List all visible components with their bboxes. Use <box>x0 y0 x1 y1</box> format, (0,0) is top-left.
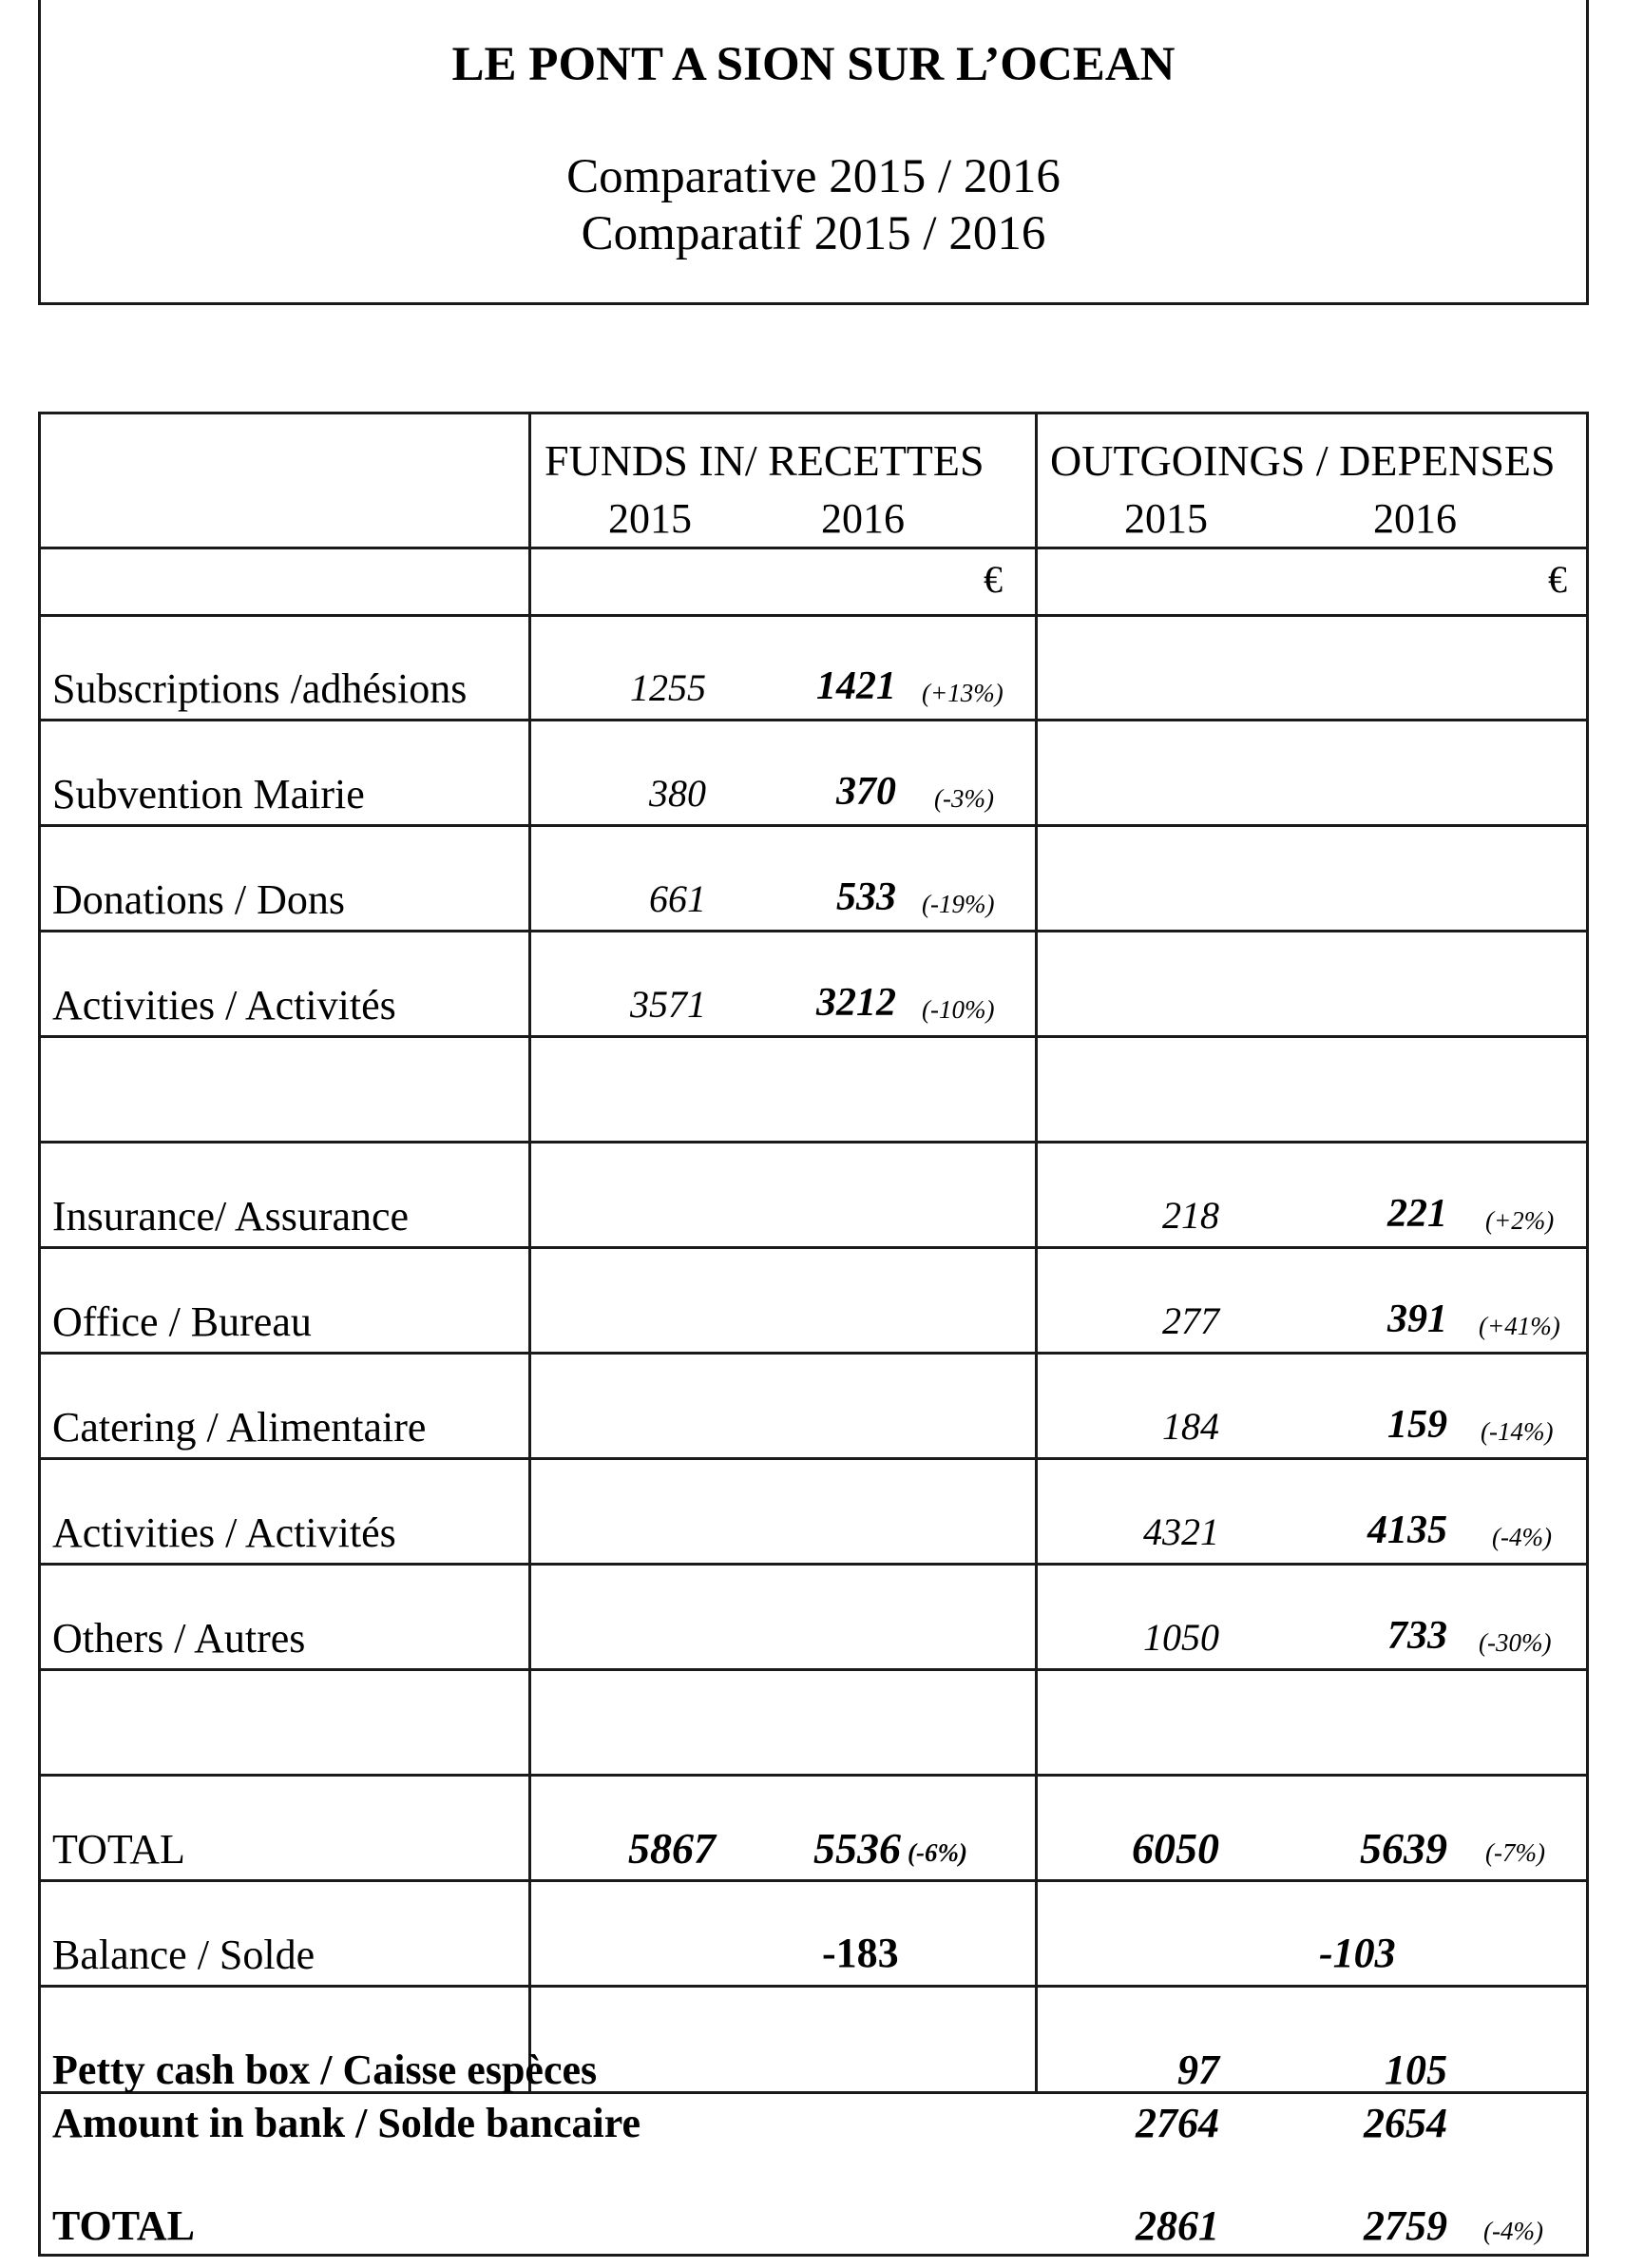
expense-change: (-30%) <box>1479 1628 1552 1657</box>
header-box <box>38 0 1589 305</box>
balance-outgoings: -103 <box>1319 1930 1396 1976</box>
row-label: Activities / Activités <box>52 1509 396 1556</box>
row-label: Insurance/ Assurance <box>52 1193 410 1240</box>
total-in-change: (-6%) <box>908 1838 967 1867</box>
expense-change: (+41%) <box>1479 1312 1560 1340</box>
balance-funds-in: -183 <box>822 1930 899 1976</box>
income-change: (-10%) <box>922 995 995 1024</box>
income-2015-value: 661 <box>649 877 706 920</box>
year-2016-header: 2016 <box>1373 495 1457 542</box>
expense-2015-value: 1050 <box>1143 1616 1219 1659</box>
income-2015-value: 380 <box>649 772 706 815</box>
income-2016-value: 370 <box>836 770 896 814</box>
expense-change: (-14%) <box>1481 1417 1554 1446</box>
expense-2015-value: 218 <box>1162 1194 1219 1237</box>
bank-2016: 2654 <box>1364 2100 1447 2146</box>
row-label: Others / Autres <box>52 1615 306 1662</box>
total-label: TOTAL <box>52 1826 185 1873</box>
currency-label: € <box>984 558 1003 601</box>
cash-total-label: TOTAL <box>52 2202 195 2249</box>
rule <box>41 614 1586 617</box>
income-change: (+13%) <box>922 679 1004 707</box>
funds-in-header: FUNDS IN/ RECETTES <box>545 436 985 485</box>
income-change: (-3%) <box>934 784 994 813</box>
year-2015-header: 2015 <box>608 495 692 542</box>
subtitle-en: Comparative 2015 / 2016 <box>566 150 1061 203</box>
total-in-2016: 5536 <box>813 1824 901 1873</box>
row-label: Subscriptions /adhésions <box>52 665 468 712</box>
row-label: Donations / Dons <box>52 876 345 923</box>
rule <box>41 1985 1586 1988</box>
expense-2016-value: 391 <box>1387 1297 1447 1341</box>
income-2016-value: 3212 <box>816 981 896 1025</box>
expense-2015-value: 4321 <box>1143 1510 1219 1553</box>
currency-label: € <box>1548 558 1567 601</box>
expense-2016-value: 221 <box>1387 1192 1447 1236</box>
bank-label: Amount in bank / Solde bancaire <box>52 2100 641 2146</box>
income-2015-value: 1255 <box>630 666 706 709</box>
rule <box>41 1879 1586 1882</box>
petty-cash-2016: 105 <box>1385 2047 1447 2093</box>
total-out-2015: 6050 <box>1132 1824 1219 1873</box>
subtitle-fr: Comparatif 2015 / 2016 <box>581 207 1046 260</box>
expense-2016-value: 733 <box>1387 1614 1447 1658</box>
cash-total-2015: 2861 <box>1136 2202 1219 2249</box>
income-2016-value: 533 <box>836 875 896 919</box>
expense-change: (+2%) <box>1485 1206 1555 1235</box>
rule <box>41 1668 1586 1671</box>
column-divider <box>1035 414 1038 2091</box>
row-label: Subvention Mairie <box>52 771 365 817</box>
expense-2016-value: 4135 <box>1367 1509 1447 1552</box>
year-2015-header: 2015 <box>1124 495 1208 542</box>
rule <box>41 1774 1586 1777</box>
income-2016-value: 1421 <box>816 664 896 708</box>
page-title: LE PONT A SION SUR L’OCEAN <box>451 38 1176 91</box>
cash-total-2016: 2759 <box>1364 2202 1447 2249</box>
rule <box>41 547 1586 549</box>
expense-2015-value: 277 <box>1162 1299 1219 1342</box>
row-label: Office / Bureau <box>52 1298 312 1345</box>
income-2015-value: 3571 <box>630 983 706 1026</box>
total-out-2016: 5639 <box>1360 1824 1447 1873</box>
rule <box>41 1563 1586 1566</box>
petty-cash-2015: 97 <box>1177 2047 1219 2093</box>
income-change: (-19%) <box>922 890 995 918</box>
rule <box>41 1352 1586 1355</box>
row-label: Activities / Activités <box>52 982 396 1028</box>
outgoings-header: OUTGOINGS / DEPENSES <box>1050 436 1556 485</box>
petty-cash-label: Petty cash box / Caisse espèces <box>52 2047 598 2093</box>
balance-label: Balance / Solde <box>52 1932 315 1978</box>
rule <box>41 1035 1586 1038</box>
column-divider <box>528 414 531 2091</box>
row-label: Catering / Alimentaire <box>52 1404 427 1451</box>
expense-2016-value: 159 <box>1387 1403 1447 1447</box>
rule <box>41 719 1586 721</box>
rule <box>41 1141 1586 1144</box>
total-in-2015: 5867 <box>628 1824 716 1873</box>
rule <box>41 1246 1586 1249</box>
bank-2015: 2764 <box>1136 2100 1219 2146</box>
year-2016-header: 2016 <box>821 495 905 542</box>
total-out-change: (-7%) <box>1485 1838 1545 1867</box>
expense-2015-value: 184 <box>1162 1405 1219 1448</box>
cash-total-change: (-4%) <box>1483 2217 1543 2245</box>
rule <box>41 1457 1586 1460</box>
finance-table <box>38 412 1589 2257</box>
rule <box>41 824 1586 827</box>
expense-change: (-4%) <box>1492 1523 1552 1551</box>
rule <box>41 930 1586 932</box>
